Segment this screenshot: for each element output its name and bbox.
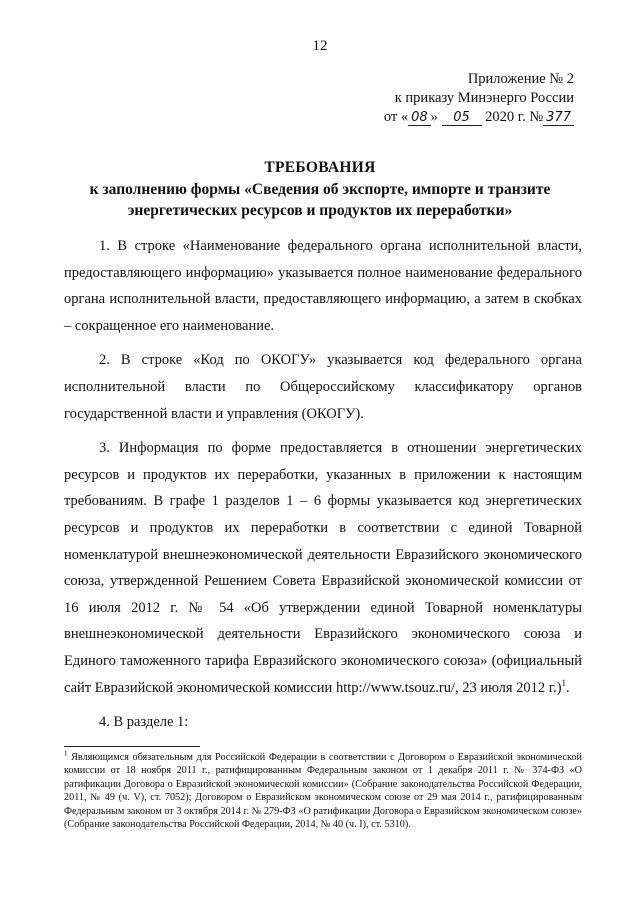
appendix-order-reference: к приказу Минэнерго России (394, 90, 574, 106)
footnote-marker: 1 (64, 749, 68, 758)
footnote (64, 751, 582, 831)
title-heading: ТРЕБОВАНИЯ (264, 159, 376, 176)
title-subtitle-line2: энергетических ресурсов и продуктов их переработки» (127, 202, 513, 219)
date-year: 2020 г. № (485, 109, 544, 125)
paragraph-1: 1. В строке «Наименование федерального органа исполнительной власти, предоставляющего информацию» указывается полное наименование федерального органа исполнительной власти, предоставляющего информацию, а затем в скобках – сокращенное его наименование. (64, 238, 582, 334)
handwritten-day: 08 (408, 110, 431, 126)
paragraph-4: 4. В разделе 1: (99, 714, 189, 731)
paragraph-3-text: 3. Информация по форме предоставляется в отношении энергетических ресурсов и продуктов их переработки, указанных в приложении к настоящим требованиям. В графе 1 разделов 1 – 6 формы указывается код энергетических ресурсов и продуктов их переработки в соответствии с единой Товарной номенклатурой внешнеэкономической деятельности Евразийского экономического союза, утвержденной Решением Совета Евразийской экономической комиссии от 16 июля 2012 г. № 54 «Об утверждении единой Товарной номенклатуры внешнеэкономической деятельности Евразийского экономического союза и Единого таможенного тарифа Евразийского экономического союза» (официальный сайт Евразийской экономической комиссии http://www.tsouz.ru/, 23 июля 2012 г.) (64, 440, 582, 696)
date-quote-close: » (430, 109, 438, 125)
handwritten-month: 05 (442, 110, 482, 126)
appendix-date-line (384, 108, 574, 127)
title-subtitle-line1: к заполнению формы «Сведения об экспорте, импорте и транзите (89, 181, 551, 198)
footnote-divider (64, 746, 200, 747)
paragraph-3: 3. Информация по форме предоставляется в отношении энергетических ресурсов и продуктов их переработки, указанных в приложении к настоящим требованиям. В графе 1 разделов 1 – 6 формы указывается код энергетических ресурсов и продуктов их переработки в соответствии с единой Товарной номенклатурой внешнеэкономической деятельности Евразийского экономического союза, утвержденной Решением Совета Евразийской экономической комиссии от 16 июля 2012 г. № 54 «Об утверждении единой Товарной номенклатуры внешнеэкономической деятельности Евразийского экономического союза и Единого таможенного тарифа Евразийского экономического союза» (официальный сайт Евразийской экономической комиссии http://www.tsouz.ru/, 23 июля 2012 г.)$^1$. (64, 440, 582, 696)
footnote-text: Являющимся обязательным для Российской Федерации в соответствии с Договором о Евразийской экономической комиссии от 18 ноября 2011 г., ратифицированным Федеральным законом от 1 декабря 2011 г. № 374-ФЗ «О ратификации Договора о Евразийской экономической комиссии» (Собрание законодательства Российской Федерации, 2011, № 49 (ч. V), ст. 7052); Договором о Евразийском экономическом союзе от 29 мая 2014 г., ратифицированным Федеральным законом от 3 октября 2014 г. № 279-ФЗ «О ратификации Договора о Евразийском экономическом союзе» (Собрание законодательства Российской Федерации, 2014, № 40 (ч. I), ст. 5310). (64, 752, 582, 831)
handwritten-order-number: 377 (543, 110, 574, 126)
date-prefix: от « (383, 109, 409, 125)
appendix-header (384, 70, 574, 127)
page-number: 12 (312, 38, 328, 54)
document-body (64, 233, 582, 737)
appendix-title: Приложение № 2 (467, 71, 574, 87)
footnote-reference: 1 (561, 677, 567, 688)
document-title (60, 157, 580, 221)
paragraph-2: 2. В строке «Код по ОКОГУ» указывается код федерального органа исполнительной власти по Общероссийскому классификатору органов государственной власти и управления (ОКОГУ). (64, 352, 582, 422)
